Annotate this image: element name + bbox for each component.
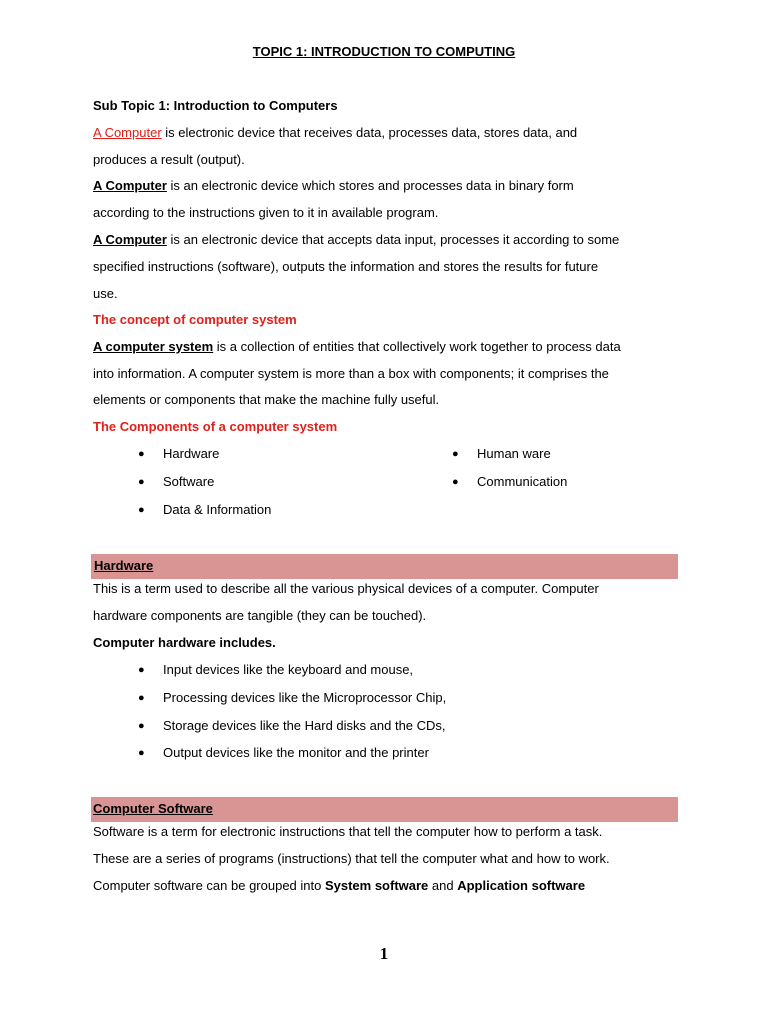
list-item (138, 718, 638, 734)
definition-term: A Computer (93, 178, 167, 193)
bullet-icon: ● (138, 692, 145, 704)
definition-term: A computer system (93, 339, 214, 354)
definition-3-line-1 (93, 232, 619, 248)
bullet-icon: ● (138, 448, 145, 460)
list-item-text: Input devices like the keyboard and mouse, (163, 662, 414, 677)
definition-text: is electronic device that receives data, processes data, stores data, and (161, 125, 578, 140)
software-description-line-1: Software is a term for electronic instructions that tell the computer how to perform a task. (93, 824, 603, 839)
system-definition-line-2: into information. A computer system is more than a box with components; it comprises the (93, 366, 609, 381)
bullet-icon: ● (138, 747, 145, 759)
list-item (452, 474, 702, 490)
definition-text: is an electronic device which stores and processes data in binary form (166, 178, 574, 193)
definition-3-line-3: use. (93, 286, 118, 301)
list-item (138, 474, 388, 490)
list-item-text: Processing devices like the Microprocessor Chip, (163, 690, 447, 705)
system-definition-line-3: elements or components that make the machine fully useful. (93, 392, 440, 407)
hardware-section-band (91, 554, 678, 579)
list-item-text: Data & Information (163, 502, 272, 517)
components-heading: The Components of a computer system (93, 419, 338, 434)
software-description-line-2: These are a series of programs (instructions) that tell the computer what and how to work. (93, 851, 610, 866)
software-section-band (91, 797, 678, 822)
system-definition-line-1 (93, 339, 621, 355)
bullet-icon: ● (138, 664, 145, 676)
definition-2-line-2: according to the instructions given to it in available program. (93, 205, 439, 220)
page-title: TOPIC 1: INTRODUCTION TO COMPUTING (252, 44, 516, 59)
bullet-icon: ● (138, 504, 145, 516)
hardware-includes-heading: Computer hardware includes. (93, 635, 276, 650)
list-item (138, 690, 638, 706)
system-software-term: System software (324, 878, 429, 893)
definition-3-line-2: specified instructions (software), outputs the information and stores the results for future (93, 259, 599, 274)
definition-term: A Computer (93, 125, 162, 140)
definition-text: is a collection of entities that collectively work together to process data (213, 339, 621, 354)
bullet-icon: ● (138, 476, 145, 488)
definition-1-line-2: produces a result (output). (93, 152, 245, 167)
list-item-text: Hardware (163, 446, 220, 461)
list-item-text: Output devices like the monitor and the printer (163, 745, 429, 760)
hardware-section-label: Hardware (94, 558, 154, 573)
subtopic-heading: Sub Topic 1: Introduction to Computers (93, 98, 338, 113)
definition-text: is an electronic device that accepts data input, processes it according to some (166, 232, 620, 247)
page-number: 1 (379, 944, 389, 963)
software-text: Computer software can be grouped into (93, 878, 325, 893)
hardware-description-line-1: This is a term used to describe all the various physical devices of a computer. Computer (93, 581, 599, 596)
list-item (452, 446, 702, 462)
hardware-description-line-2: hardware components are tangible (they can be touched). (93, 608, 427, 623)
definition-term: A Computer (93, 232, 167, 247)
software-description-line-3 (93, 878, 585, 894)
list-item-text: Communication (477, 474, 568, 489)
software-text: and (428, 878, 458, 893)
list-item-text: Storage devices like the Hard disks and the CDs, (163, 718, 446, 733)
concept-heading: The concept of computer system (93, 312, 297, 327)
list-item (138, 446, 388, 462)
list-item (138, 662, 638, 678)
software-section-label: Computer Software (93, 801, 213, 816)
bullet-icon: ● (452, 476, 459, 488)
list-item-text: Human ware (477, 446, 551, 461)
list-item (138, 502, 388, 518)
definition-2-line-1 (93, 178, 574, 194)
bullet-icon: ● (452, 448, 459, 460)
list-item (138, 745, 638, 761)
list-item-text: Software (163, 474, 215, 489)
application-software-term: Application software (457, 878, 586, 893)
definition-1-line-1 (93, 125, 577, 141)
bullet-icon: ● (138, 720, 145, 732)
